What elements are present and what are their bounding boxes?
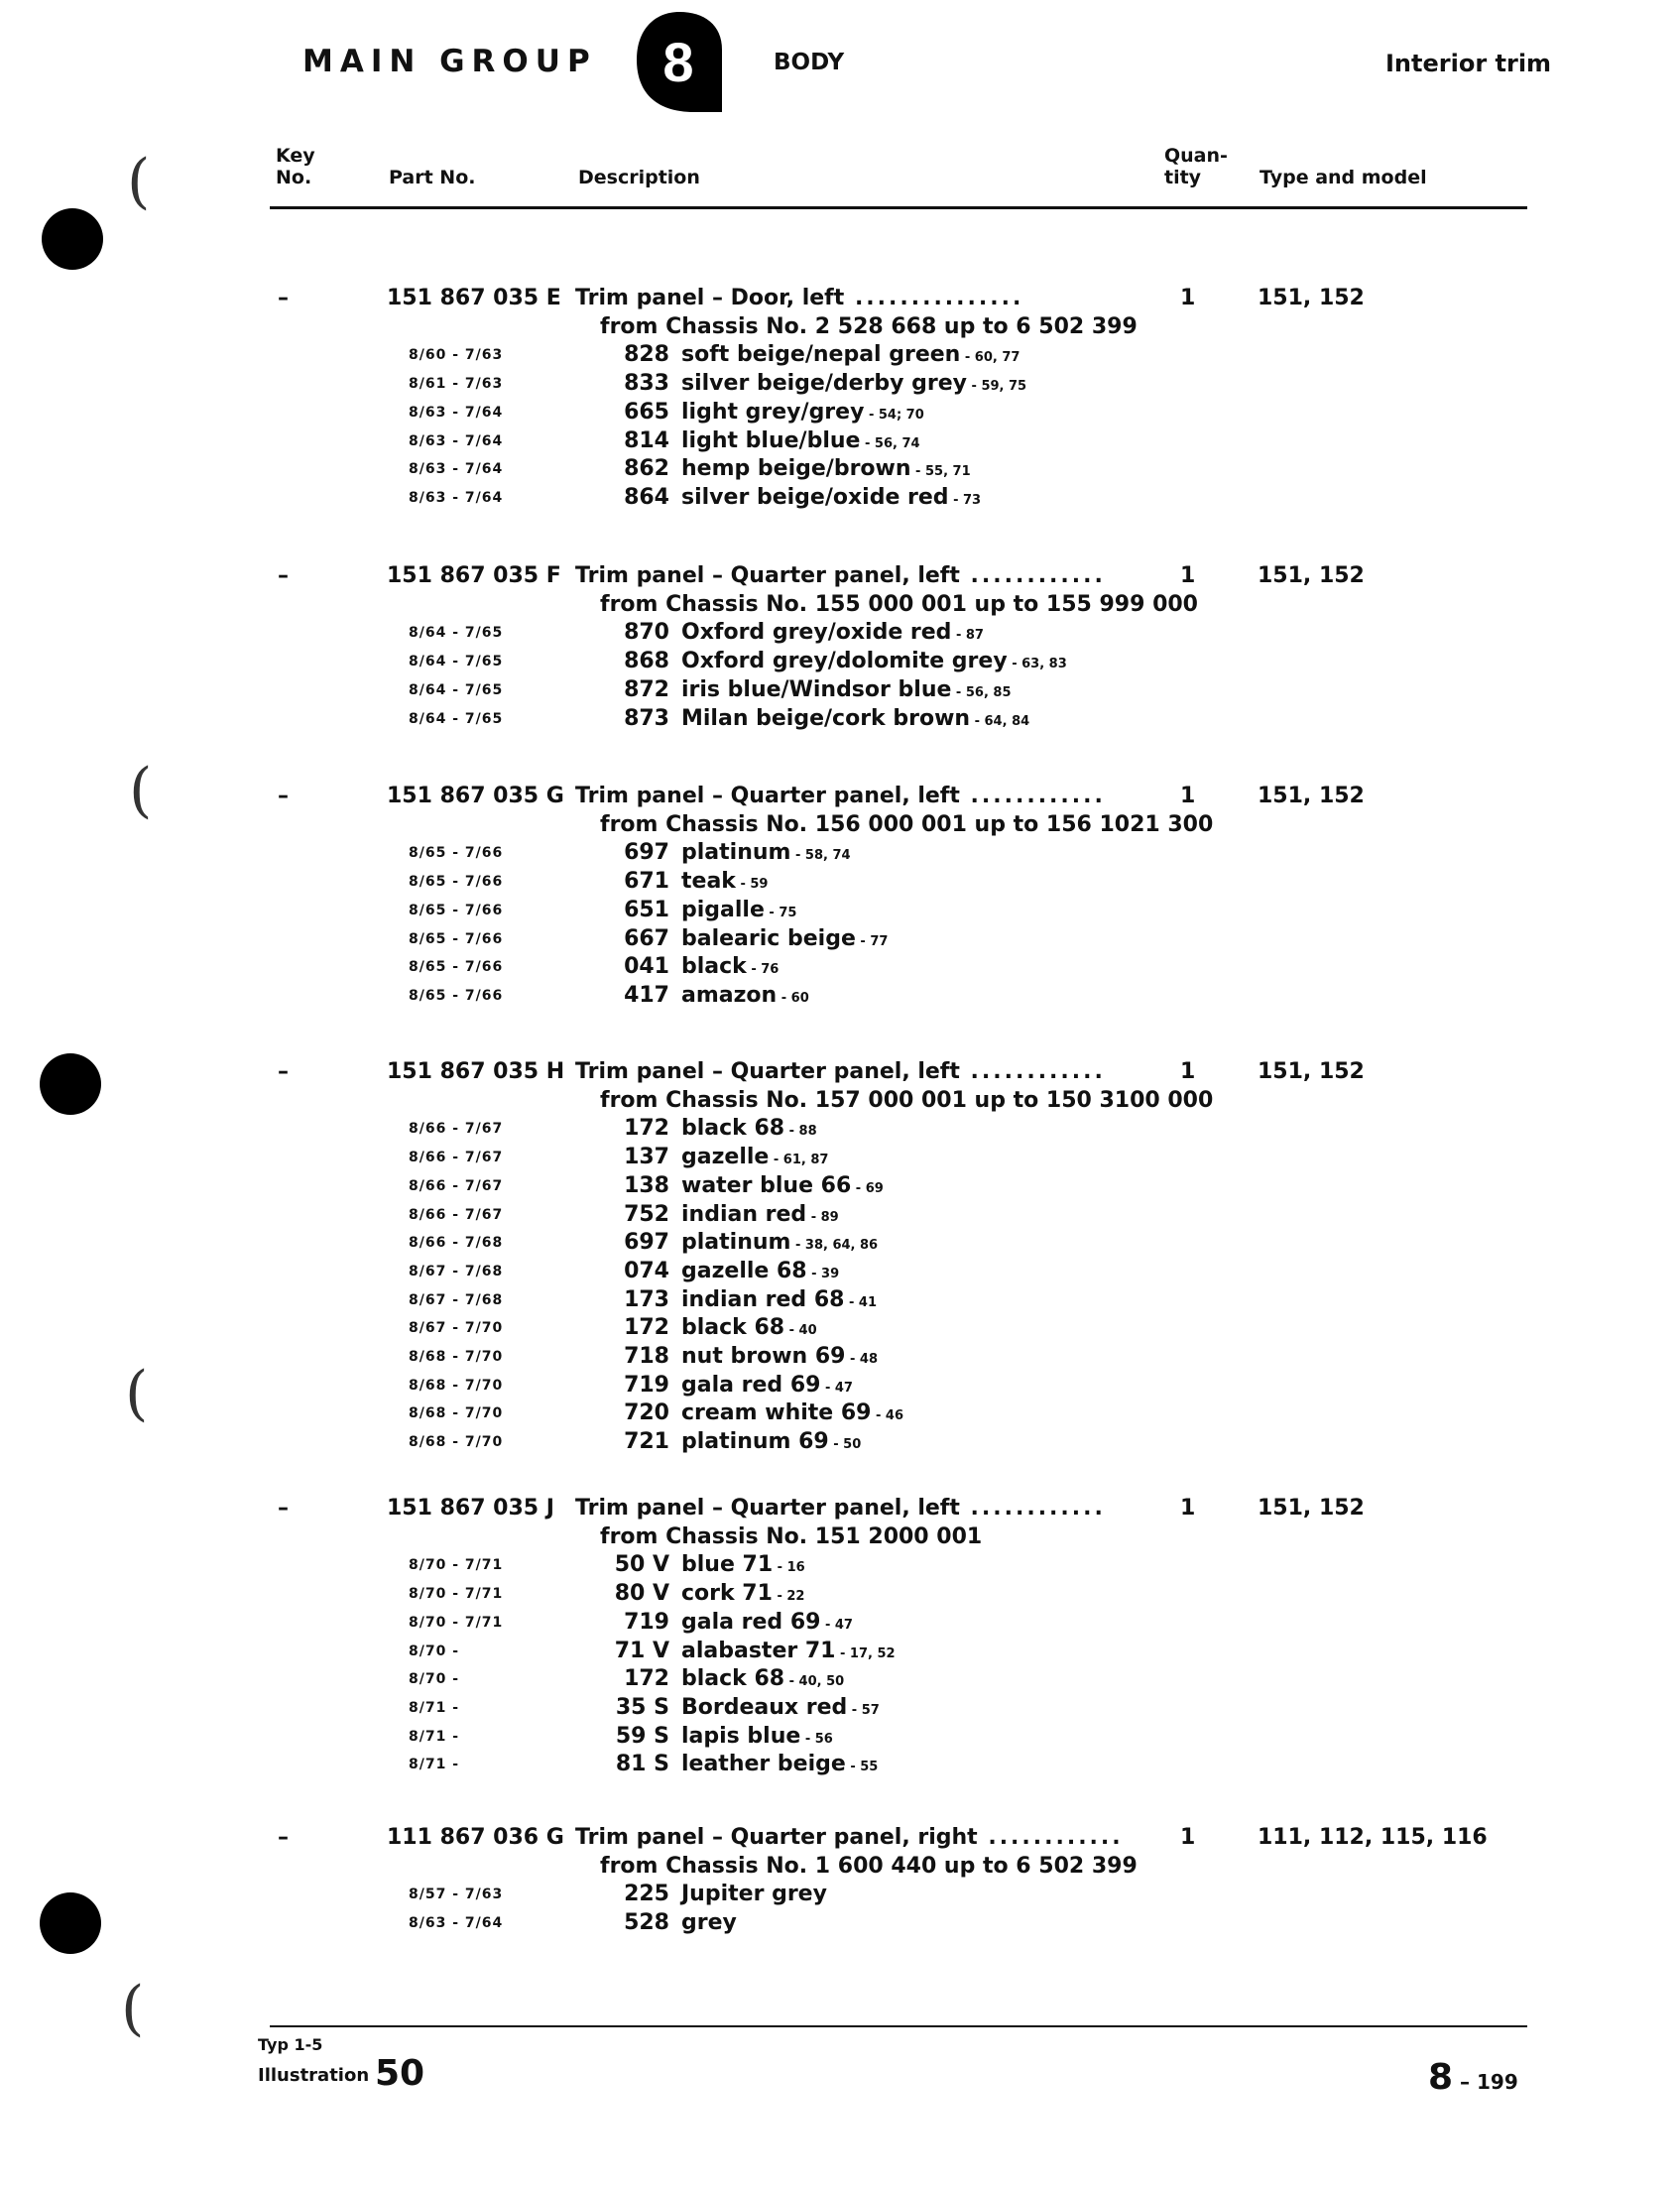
color-code: 697 (624, 840, 669, 866)
variant-dates: 8/68 - 7/70 (409, 1434, 504, 1451)
page-number: 8 – 199 (1428, 2057, 1518, 2098)
color-variant (0, 649, 1680, 677)
color-variant (0, 1695, 1680, 1724)
color-refs: - 88 (784, 1124, 817, 1140)
color-code: 719 (624, 1609, 669, 1635)
color-code: 59 S (615, 1723, 669, 1749)
color-name: platinum 69 - 50 (681, 1429, 862, 1455)
page-number-sub: 199 (1477, 2070, 1518, 2094)
color-refs: - 60, 77 (960, 350, 1020, 366)
scan-mark-2: ( (129, 756, 153, 825)
color-code: 417 (624, 982, 669, 1008)
color-refs: - 38, 64, 86 (790, 1238, 879, 1254)
leader-dots: ............... (844, 286, 1024, 310)
color-variant (0, 1259, 1680, 1287)
col-type-model: Type and model (1260, 167, 1427, 188)
leader-dots: ............ (959, 784, 1106, 808)
leader-dots: ............ (959, 563, 1106, 588)
part-description (575, 784, 1106, 808)
color-name: leather beige - 55 (681, 1752, 879, 1777)
color-refs: - 57 (847, 1702, 880, 1718)
color-code: 870 (624, 620, 669, 646)
part-row (0, 286, 1680, 314)
color-name: alabaster 71 - 17, 52 (681, 1638, 896, 1663)
part-description (575, 286, 1023, 310)
color-code: 50 V (614, 1552, 669, 1578)
color-code: 172 (624, 1315, 669, 1341)
color-code: 873 (624, 705, 669, 731)
variant-dates: 8/66 - 7/67 (409, 1150, 504, 1166)
key-no: – (278, 286, 289, 310)
color-variant (0, 1344, 1680, 1373)
part-row (0, 563, 1680, 592)
color-variant (0, 1666, 1680, 1695)
color-code: 651 (624, 897, 669, 922)
variant-dates: 8/66 - 7/68 (409, 1235, 504, 1252)
color-refs: - 40, 50 (784, 1674, 845, 1690)
color-name: iris blue/Windsor blue - 56, 85 (681, 676, 1012, 702)
color-refs: - 39 (806, 1266, 840, 1281)
part-row (0, 1825, 1680, 1854)
color-variant (0, 1910, 1680, 1939)
color-code: 719 (624, 1372, 669, 1398)
chassis-range (0, 812, 1680, 841)
color-variant (0, 1116, 1680, 1145)
variant-dates: 8/66 - 7/67 (409, 1121, 504, 1138)
color-refs: - 73 (948, 492, 982, 508)
quantity: 1 (1180, 286, 1196, 310)
description-text: Trim panel – Quarter panel, left (575, 1496, 960, 1521)
color-name: balearic beige - 77 (681, 925, 889, 951)
scan-mark-1: ( (127, 147, 151, 216)
color-code: 872 (624, 676, 669, 702)
color-code: 721 (624, 1429, 669, 1455)
color-variant (0, 1882, 1680, 1910)
color-name: hemp beige/brown - 55, 71 (681, 456, 971, 482)
color-name: black 68 - 88 (681, 1116, 817, 1142)
group-number-badge (635, 10, 724, 114)
key-no: – (278, 1825, 289, 1850)
part-description (575, 1496, 1106, 1521)
color-name: cream white 69 - 46 (681, 1400, 904, 1426)
color-refs: - 41 (844, 1294, 877, 1310)
color-variant (0, 1610, 1680, 1639)
color-variant (0, 1429, 1680, 1458)
color-name: teak - 59 (681, 869, 769, 895)
color-variant (0, 869, 1680, 898)
variant-dates: 8/63 - 7/64 (409, 1915, 504, 1932)
color-refs: - 60 (777, 990, 809, 1006)
scan-mark-4: ( (121, 1974, 145, 2043)
variant-dates: 8/71 - (409, 1699, 460, 1716)
color-refs: - 87 (951, 628, 984, 644)
color-code: 225 (624, 1882, 669, 1907)
variant-dates: 8/60 - 7/63 (409, 347, 504, 364)
color-name: cork 71 - 22 (681, 1581, 805, 1607)
part-number: 151 867 035 E (387, 286, 561, 310)
color-variant (0, 706, 1680, 735)
color-refs: - 47 (820, 1617, 853, 1633)
description-text: Trim panel – Door, left (575, 286, 845, 310)
color-variant (0, 400, 1680, 428)
color-refs: - 16 (773, 1560, 805, 1576)
description-text: Trim panel – Quarter panel, left (575, 784, 960, 808)
color-variant (0, 926, 1680, 955)
color-code: 814 (624, 427, 669, 453)
color-variant (0, 342, 1680, 371)
color-variant (0, 1230, 1680, 1259)
color-name: lapis blue - 56 (681, 1723, 833, 1749)
color-variant (0, 1315, 1680, 1344)
part-number: 151 867 035 J (387, 1496, 554, 1521)
chassis-range (0, 1088, 1680, 1117)
part-row (0, 1496, 1680, 1524)
key-no: – (278, 1496, 289, 1521)
color-name: platinum - 58, 74 (681, 840, 851, 866)
color-name: Oxford grey/dolomite grey - 63, 83 (681, 649, 1067, 674)
color-variant (0, 677, 1680, 706)
quantity: 1 (1180, 784, 1196, 808)
color-refs: - 64, 84 (970, 713, 1030, 729)
type-model: 111, 112, 115, 116 (1258, 1825, 1488, 1850)
color-variant (0, 371, 1680, 400)
chassis-range (0, 314, 1680, 343)
color-code: 074 (624, 1258, 669, 1283)
chassis-range-text: from Chassis No. 157 000 001 up to 150 3100 000 (600, 1087, 1214, 1113)
variant-dates: 8/65 - 7/66 (409, 902, 504, 918)
variant-dates: 8/67 - 7/68 (409, 1263, 504, 1279)
chassis-range-text: from Chassis No. 151 2000 001 (600, 1523, 983, 1549)
color-code: 81 S (615, 1752, 669, 1777)
variant-dates: 8/64 - 7/65 (409, 654, 504, 670)
color-code: 864 (624, 484, 669, 510)
color-code: 138 (624, 1172, 669, 1198)
part-number: 151 867 035 F (387, 563, 561, 588)
header-rule (270, 206, 1527, 209)
color-refs: - 47 (820, 1380, 853, 1396)
quantity: 1 (1180, 1825, 1196, 1850)
color-code: 828 (624, 342, 669, 368)
variant-dates: 8/65 - 7/66 (409, 845, 504, 862)
color-name: amazon - 60 (681, 982, 809, 1008)
chassis-range (0, 592, 1680, 621)
col-part-no: Part No. (389, 167, 476, 188)
variant-dates: 8/63 - 7/64 (409, 404, 504, 421)
color-name: platinum - 38, 64, 86 (681, 1230, 879, 1256)
color-name: indian red - 89 (681, 1201, 839, 1227)
variant-dates: 8/64 - 7/65 (409, 681, 504, 698)
color-code: 862 (624, 456, 669, 482)
leader-dots: ............ (977, 1825, 1124, 1850)
footer-type: Typ 1-5 (258, 2035, 323, 2054)
color-name: Bordeaux red - 57 (681, 1694, 880, 1720)
type-model: 151, 152 (1258, 784, 1365, 808)
variant-dates: 8/68 - 7/70 (409, 1377, 504, 1394)
leader-dots: ............ (959, 1059, 1106, 1084)
color-name: light blue/blue - 56, 74 (681, 427, 920, 453)
color-variant (0, 1145, 1680, 1173)
color-code: 041 (624, 954, 669, 980)
variant-dates: 8/63 - 7/64 (409, 432, 504, 449)
chassis-range-text: from Chassis No. 2 528 668 up to 6 502 399 (600, 313, 1138, 339)
color-variant (0, 898, 1680, 926)
color-refs: - 69 (851, 1180, 884, 1196)
color-name: silver beige/oxide red - 73 (681, 484, 982, 510)
color-code: 71 V (614, 1638, 669, 1663)
color-variant (0, 1552, 1680, 1581)
variant-dates: 8/66 - 7/67 (409, 1177, 504, 1194)
color-refs: - 40 (784, 1323, 817, 1339)
color-variant (0, 1173, 1680, 1202)
color-variant (0, 954, 1680, 983)
variant-dates: 8/67 - 7/70 (409, 1320, 504, 1337)
color-name: gala red 69 - 47 (681, 1372, 853, 1398)
key-no: – (278, 1059, 289, 1084)
variant-dates: 8/65 - 7/66 (409, 987, 504, 1004)
subsection-title: Interior trim (1385, 50, 1552, 77)
illustration-number: 50 (375, 2053, 425, 2094)
type-model: 151, 152 (1258, 286, 1365, 310)
leader-dots: ............ (959, 1496, 1106, 1521)
variant-dates: 8/61 - 7/63 (409, 376, 504, 393)
quantity: 1 (1180, 1496, 1196, 1521)
color-variant (0, 620, 1680, 649)
color-refs: - 54; 70 (864, 407, 924, 423)
color-refs: - 89 (806, 1209, 839, 1225)
footer-rule (270, 2025, 1527, 2027)
color-code: 868 (624, 649, 669, 674)
color-refs: - 56, 74 (860, 435, 920, 451)
color-code: 718 (624, 1344, 669, 1369)
color-refs: - 22 (772, 1589, 805, 1605)
color-variant (0, 1581, 1680, 1610)
description-text: Trim panel – Quarter panel, left (575, 563, 960, 588)
chassis-range-text: from Chassis No. 156 000 001 up to 156 1021 300 (600, 811, 1214, 837)
part-description (575, 563, 1106, 588)
variant-dates: 8/67 - 7/68 (409, 1291, 504, 1308)
illustration-label: Illustration (258, 2065, 370, 2086)
part-description (575, 1059, 1106, 1084)
variant-dates: 8/70 - 7/71 (409, 1614, 504, 1631)
color-variant (0, 1639, 1680, 1667)
color-code: 173 (624, 1286, 669, 1312)
color-name: grey (681, 1910, 737, 1936)
chassis-range-text: from Chassis No. 155 000 001 up to 155 999 000 (600, 591, 1198, 617)
description-text: Trim panel – Quarter panel, right (575, 1825, 978, 1850)
color-refs: - 56 (800, 1731, 833, 1747)
part-row (0, 1059, 1680, 1088)
chassis-range (0, 1854, 1680, 1883)
color-refs: - 56, 85 (951, 684, 1012, 700)
col-quantity: Quan- tity (1164, 145, 1228, 188)
variant-dates: 8/70 - (409, 1643, 460, 1659)
color-name: gala red 69 - 47 (681, 1609, 853, 1635)
variant-dates: 8/70 - 7/71 (409, 1557, 504, 1574)
variant-dates: 8/70 - (409, 1671, 460, 1688)
variant-dates: 8/71 - (409, 1757, 460, 1773)
color-code: 671 (624, 869, 669, 895)
color-name: Oxford grey/oxide red - 87 (681, 620, 984, 646)
col-key-no: Key No. (276, 145, 315, 188)
color-code: 137 (624, 1145, 669, 1170)
color-code: 80 V (614, 1581, 669, 1607)
color-refs: - 59, 75 (967, 379, 1027, 395)
variant-dates: 8/65 - 7/66 (409, 959, 504, 976)
variant-dates: 8/63 - 7/64 (409, 461, 504, 478)
color-refs: - 61, 87 (769, 1153, 829, 1168)
key-no: – (278, 784, 289, 808)
color-refs: - 17, 52 (835, 1645, 896, 1661)
color-variant (0, 485, 1680, 514)
chassis-range (0, 1524, 1680, 1553)
chassis-range-text: from Chassis No. 1 600 440 up to 6 502 399 (600, 1853, 1138, 1879)
color-name: black 68 - 40 (681, 1315, 817, 1341)
color-variant (0, 428, 1680, 457)
color-variant (0, 1724, 1680, 1753)
color-name: water blue 66 - 69 (681, 1172, 884, 1198)
color-variant (0, 983, 1680, 1012)
color-variant (0, 1752, 1680, 1780)
part-number: 111 867 036 G (387, 1825, 564, 1850)
quantity: 1 (1180, 1059, 1196, 1084)
group-number: 8 (662, 31, 694, 93)
color-refs: - 76 (746, 962, 780, 978)
key-no: – (278, 563, 289, 588)
color-name: black - 76 (681, 954, 780, 980)
variant-dates: 8/63 - 7/64 (409, 489, 504, 506)
variant-dates: 8/64 - 7/65 (409, 625, 504, 642)
color-name: indian red 68 - 41 (681, 1286, 877, 1312)
variant-dates: 8/68 - 7/70 (409, 1405, 504, 1422)
color-variant (0, 1373, 1680, 1401)
scan-mark-3: ( (125, 1359, 149, 1428)
color-name: gazelle - 61, 87 (681, 1145, 829, 1170)
color-refs: - 55 (845, 1760, 879, 1775)
col-description: Description (578, 167, 700, 188)
part-row (0, 784, 1680, 812)
color-refs: - 46 (871, 1408, 904, 1424)
color-code: 665 (624, 399, 669, 425)
color-code: 172 (624, 1116, 669, 1142)
color-variant (0, 1202, 1680, 1231)
page-number-main: 8 (1428, 2057, 1454, 2098)
color-refs: - 48 (845, 1352, 879, 1367)
variant-dates: 8/65 - 7/66 (409, 874, 504, 891)
color-name: nut brown 69 - 48 (681, 1344, 879, 1369)
color-code: 35 S (615, 1694, 669, 1720)
variant-dates: 8/65 - 7/66 (409, 930, 504, 947)
type-model: 151, 152 (1258, 1496, 1365, 1521)
color-variant (0, 456, 1680, 485)
color-code: 528 (624, 1910, 669, 1936)
color-code: 697 (624, 1230, 669, 1256)
color-refs: - 63, 83 (1007, 657, 1067, 672)
color-refs: - 75 (764, 905, 797, 920)
color-refs: - 77 (855, 933, 889, 949)
punch-hole-top (42, 208, 103, 270)
variant-dates: 8/68 - 7/70 (409, 1349, 504, 1365)
color-refs: - 50 (828, 1437, 862, 1453)
color-name: black 68 - 40, 50 (681, 1666, 845, 1692)
color-name: pigalle - 75 (681, 897, 797, 922)
part-number: 151 867 035 G (387, 784, 564, 808)
description-text: Trim panel – Quarter panel, left (575, 1059, 960, 1084)
quantity: 1 (1180, 563, 1196, 588)
variant-dates: 8/66 - 7/67 (409, 1206, 504, 1223)
variant-dates: 8/64 - 7/65 (409, 710, 504, 727)
color-name: Jupiter grey (681, 1882, 827, 1907)
color-name: light grey/grey - 54; 70 (681, 399, 924, 425)
color-name: Milan beige/cork brown - 64, 84 (681, 705, 1030, 731)
color-variant (0, 1400, 1680, 1429)
color-name: soft beige/nepal green - 60, 77 (681, 342, 1020, 368)
main-group-title: MAIN GROUP (302, 44, 597, 79)
color-variant (0, 1287, 1680, 1316)
color-refs: - 55, 71 (910, 464, 971, 480)
type-model: 151, 152 (1258, 563, 1365, 588)
color-code: 752 (624, 1201, 669, 1227)
color-code: 833 (624, 371, 669, 397)
section-title: BODY (774, 50, 845, 75)
variant-dates: 8/57 - 7/63 (409, 1887, 504, 1903)
type-model: 151, 152 (1258, 1059, 1365, 1084)
color-variant (0, 840, 1680, 869)
color-code: 172 (624, 1666, 669, 1692)
color-code: 667 (624, 925, 669, 951)
variant-dates: 8/71 - (409, 1728, 460, 1745)
color-code: 720 (624, 1400, 669, 1426)
part-number: 151 867 035 H (387, 1059, 565, 1084)
color-refs: - 59 (735, 877, 769, 893)
color-refs: - 58, 74 (790, 848, 851, 864)
color-name: silver beige/derby grey - 59, 75 (681, 371, 1027, 397)
variant-dates: 8/70 - 7/71 (409, 1586, 504, 1603)
part-description (575, 1825, 1124, 1850)
color-name: blue 71 - 16 (681, 1552, 805, 1578)
color-name: gazelle 68 - 39 (681, 1258, 840, 1283)
